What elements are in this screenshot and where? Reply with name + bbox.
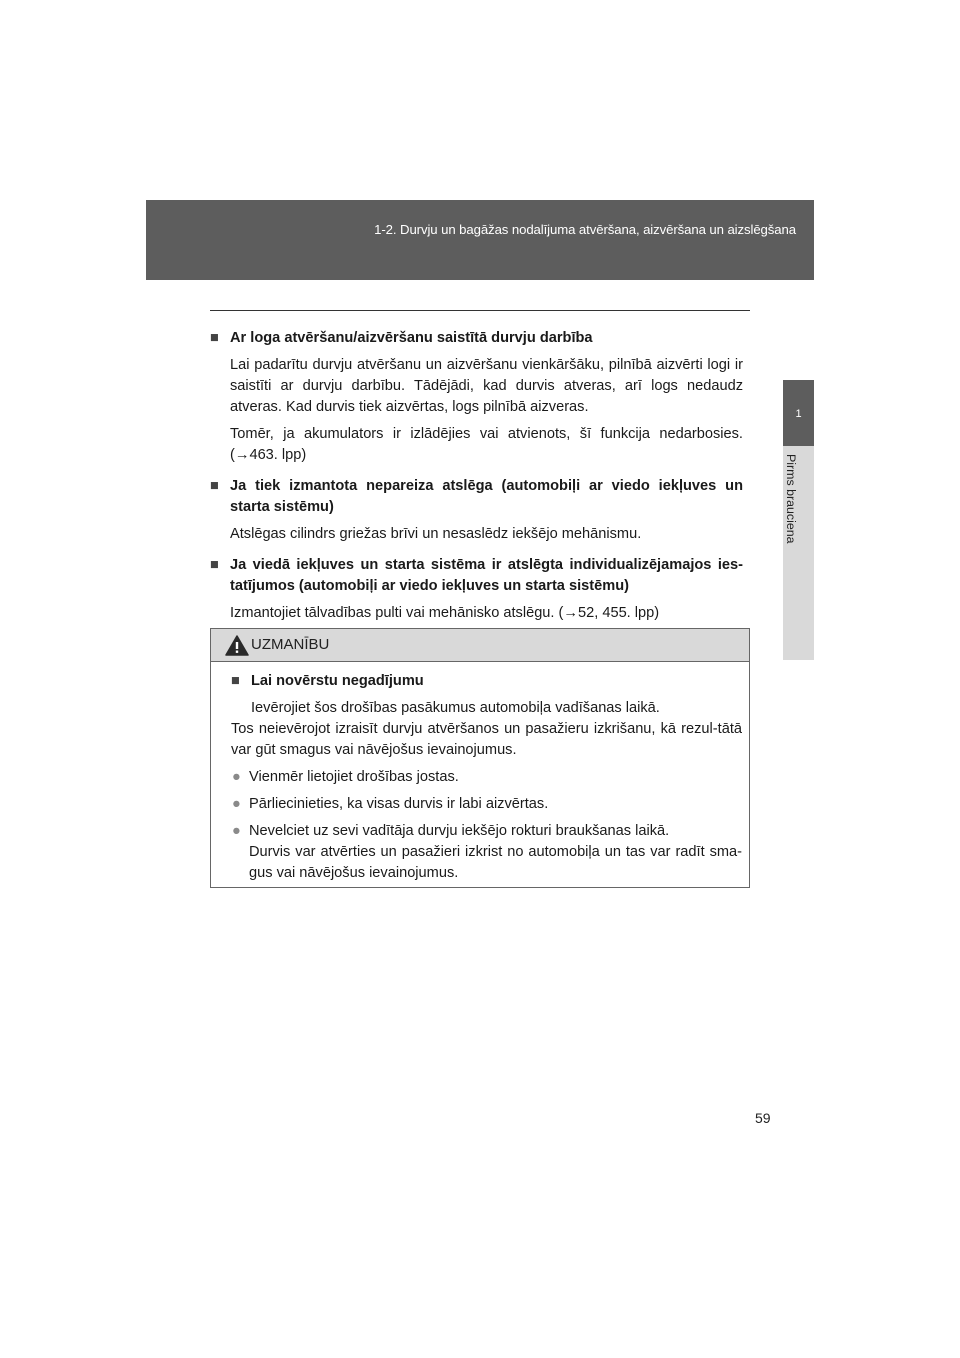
paragraph: Lai padarītu durvju atvēršanu un aizvēršanu vienkāršāku, pilnībā aizvērti logi ir saistīti ar durvju darbību. Tādējādi, kad durvis atveras, arī logs nedaudz atveras. Kad durvis tiek aizvērtas, logs pilnībā aizveras. xyxy=(230,357,743,415)
caution-bullet: ● Pārliecinieties, ka visas durvis ir labi aizvērtas. xyxy=(211,794,742,815)
page-number: 59 xyxy=(755,1110,771,1126)
main-content xyxy=(210,328,743,624)
caution-title: UZMANĪBU xyxy=(251,636,330,653)
caution-intro-2: Tos neievērojot izraisīt durvju atvēršanos un pasažieru izkrišanu, kā rezul-tātā var gūt smagus vai nāvējošus ievainojumus. xyxy=(231,721,742,758)
caution-bullet: ● Nevelciet uz sevi vadītāja durvju iekšējo rokturi braukšanas laikā. xyxy=(211,821,742,842)
square-bullet-icon: ■ xyxy=(210,330,219,346)
caution-intro: Ievērojiet šos drošības pasākumus automobiļa vadīšanas laikā. xyxy=(251,700,660,716)
section-heading-window: ■ Ar loga atvēršanu/aizvēršanu saistītā durvju darbība xyxy=(210,328,743,349)
square-bullet-icon: ■ xyxy=(210,557,219,573)
paragraph: Izmantojiet tālvadības pulti vai mehānisko atslēgu. (→52, 455. lpp) xyxy=(230,605,660,621)
round-bullet-icon: ● xyxy=(232,796,241,812)
top-rule xyxy=(210,310,750,311)
chapter-label: Pirms brauciena xyxy=(784,454,798,544)
square-bullet-icon: ■ xyxy=(210,478,219,494)
caution-heading: ■ Lai novērstu negadījumu xyxy=(211,671,742,692)
caution-continuation: Durvis var atvērties un pasažieri izkrist no automobiļa un tas var radīt sma-gus vai nāvējošus ievainojumus. xyxy=(249,844,742,881)
caution-header xyxy=(211,629,749,662)
caution-bullet: ● Vienmēr lietojiet drošības jostas. xyxy=(211,767,742,788)
chapter-number: 1 xyxy=(783,380,814,446)
paragraph: Tomēr, ja akumulators ir izlādējies vai atvienots, šī funkcija nedarbosies. (→463. lpp) xyxy=(230,426,743,463)
square-bullet-icon: ■ xyxy=(231,673,240,689)
caution-body xyxy=(211,671,742,884)
paragraph: Atslēgas cilindrs griežas brīvi un nesaslēdz iekšējo mehānismu. xyxy=(230,526,642,542)
chapter-tab xyxy=(783,446,814,660)
round-bullet-icon: ● xyxy=(232,769,241,785)
section-heading-smart-disabled: ■ Ja viedā iekļuves un starta sistēma ir atslēgta individualizējamajos ies-tatījumos (automobiļi ar viedo iekļuves un starta sistēmu) xyxy=(210,557,743,594)
header-band xyxy=(146,200,814,280)
warning-triangle-icon xyxy=(225,635,249,656)
caution-box xyxy=(210,628,750,888)
header-title: 1-2. Durvju un bagāžas nodalījuma atvēršana, aizvēršana un aizslēgšana xyxy=(374,222,796,237)
round-bullet-icon: ● xyxy=(232,823,241,839)
section-heading-wrong-key: ■ Ja tiek izmantota nepareiza atslēga (automobiļi ar viedo iekļuves un starta sistēmu) xyxy=(210,478,743,515)
